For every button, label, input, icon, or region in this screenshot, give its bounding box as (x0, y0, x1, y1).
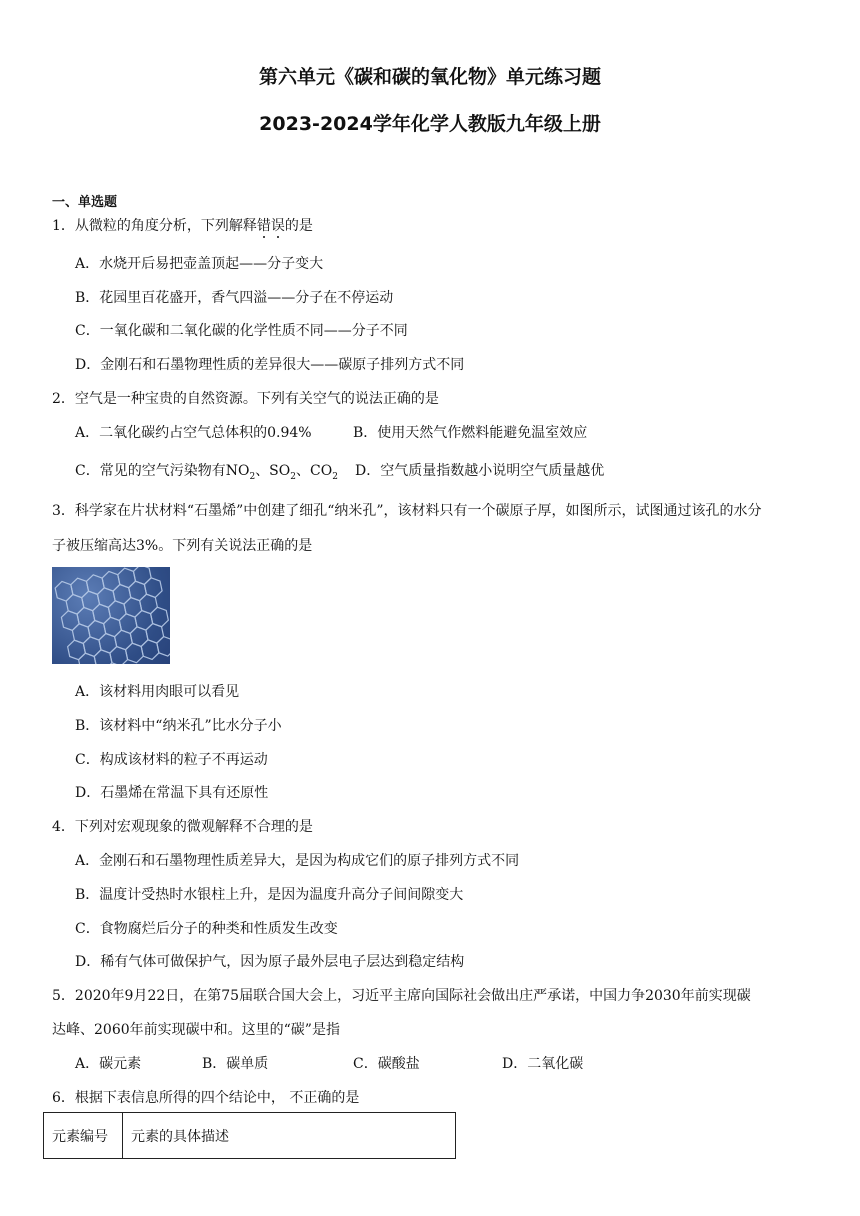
question-2-option: B．使用天然气作燃料能避免温室效应 (353, 425, 588, 441)
question-3-stem: 3．科学家在片状材料“石墨烯”中创建了细孔“纳米孔”，该材料只有一个碳原子厚，如图所示，试图通过该孔的水分 (52, 503, 762, 519)
graphene-lattice-image (52, 567, 170, 664)
table-row (44, 1113, 456, 1159)
table-header-cell: 元素编号 (44, 1113, 123, 1159)
question-4-option: C．食物腐烂后分子的种类和性质发生改变 (75, 921, 338, 937)
question-5-option: C．碳酸盐 (353, 1056, 420, 1072)
question-2-option: C．常见的空气污染物有$NO_2$、$SO_2$、$CO_2$ (75, 463, 338, 482)
section-heading: 一、单选题 (52, 195, 118, 210)
question-4-option: A．金刚石和石墨物理性质差异大，是因为构成它们的原子排列方式不同 (75, 853, 520, 869)
element-info-table (43, 1112, 456, 1159)
question-5-stem: 达峰、2060年前实现碳中和。这里的“碳”是指 (52, 1022, 340, 1038)
question-3-option: D．石墨烯在常温下具有还原性 (75, 785, 269, 801)
question-1-option: D．金刚石和石墨物理性质的差异很大——碳原子排列方式不同 (75, 357, 465, 373)
question-1-option: C．一氧化碳和二氧化碳的化学性质不同——分子不同 (75, 323, 408, 339)
question-5-option: D．二氧化碳 (502, 1056, 584, 1072)
document-subtitle: 2023-2024学年化学人教版九年级上册 (259, 113, 601, 135)
question-3-option: B．该材料中“纳米孔”比水分子小 (75, 718, 282, 734)
question-4-option: B．温度计受热时水银柱上升，是因为温度升高分子间间隙变大 (75, 887, 464, 903)
question-3-option: C．构成该材料的粒子不再运动 (75, 752, 268, 768)
question-1-stem: 1．从微粒的角度分析，下列解释错误的是 (52, 218, 313, 234)
question-1-option: B．花园里百花盛开，香气四溢——分子在不停运动 (75, 290, 394, 306)
question-1-option: A．水烧开后易把壶盖顶起——分子变大 (75, 256, 324, 272)
question-4-option: D．稀有气体可做保护气，因为原子最外层电子层达到稳定结构 (75, 954, 465, 970)
emphasis-char: 误 (270, 218, 285, 234)
question-2-option: D．空气质量指数越小说明空气质量越优 (355, 463, 605, 479)
question-2-stem: 2．空气是一种宝贵的自然资源。下列有关空气的说法正确的是 (52, 391, 439, 407)
table-header-cell: 元素的具体描述 (123, 1113, 456, 1159)
question-3-option: A．该材料用肉眼可以看见 (75, 684, 240, 700)
question-3-stem: 子被压缩高达3%。下列有关说法正确的是 (52, 538, 313, 554)
question-5-option: A．碳元素 (75, 1056, 142, 1072)
question-4-stem: 4．下列对宏观现象的微观解释不合理的是 (52, 819, 313, 835)
question-5-option: B．碳单质 (202, 1056, 269, 1072)
document-title: 第六单元《碳和碳的氧化物》单元练习题 (258, 66, 601, 88)
question-2-option: A．二氧化碳约占空气总体积的0.94% (75, 425, 312, 441)
emphasis-char: 错 (256, 218, 271, 234)
question-5-stem: 5．2020年9月22日，在第75届联合国大会上，习近平主席向国际社会做出庄严承诺，中国力争2030年前实现碳 (52, 988, 751, 1004)
question-6-stem: 6．根据下表信息所得的四个结论中， 不正确的是 (52, 1090, 360, 1106)
